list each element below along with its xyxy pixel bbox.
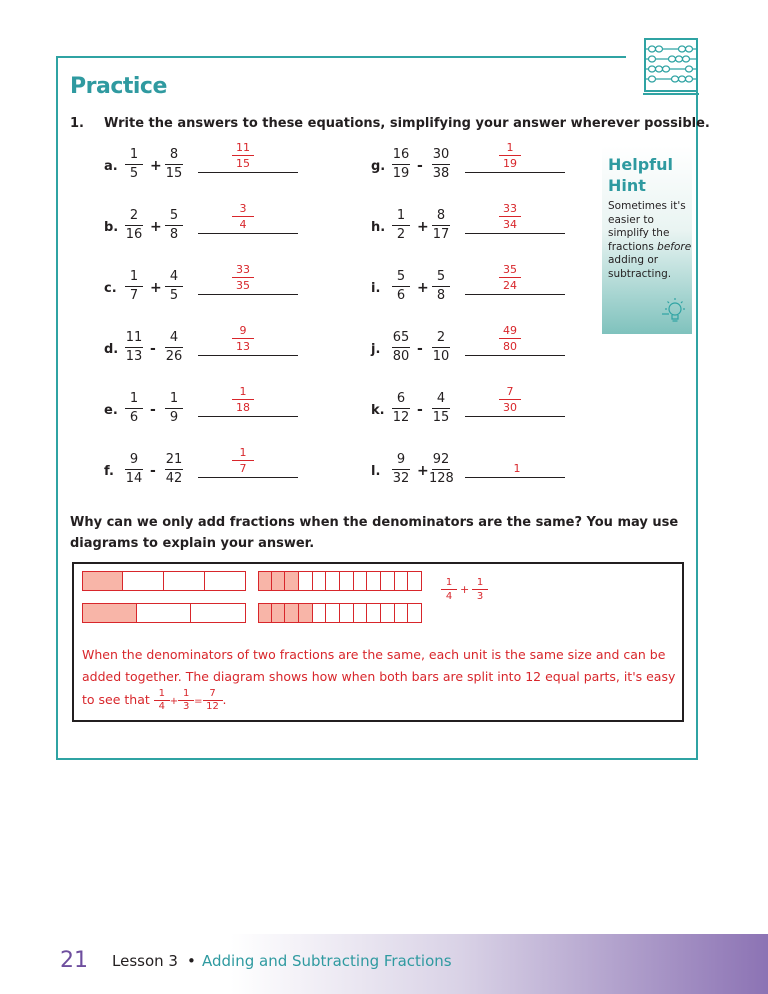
- answer-whole: 1: [513, 462, 521, 475]
- fraction-a: [122, 329, 146, 366]
- answer-line[interactable]: [465, 233, 565, 234]
- answer-line[interactable]: [198, 416, 298, 417]
- answer-fraction: [228, 201, 258, 232]
- answer-denominator: 30: [503, 401, 517, 414]
- denominator: 3: [178, 700, 194, 713]
- helpful-hint-box: [602, 146, 692, 334]
- equation-row: [371, 324, 571, 373]
- denominator: 8: [436, 288, 446, 303]
- answer-fraction: [495, 323, 525, 354]
- twelfth-segment: [367, 571, 381, 591]
- numerator: 8: [169, 147, 179, 162]
- answer-line[interactable]: [198, 233, 298, 234]
- quarter-segment: [82, 571, 123, 591]
- denominator: 12: [203, 700, 223, 713]
- fraction-a: [122, 207, 146, 244]
- numerator: 92: [432, 452, 450, 467]
- fraction-a: [122, 268, 146, 305]
- denominator: 15: [432, 410, 450, 425]
- answer-line[interactable]: [198, 477, 298, 478]
- twelfth-segment: [381, 603, 395, 623]
- twelfth-segment: [381, 571, 395, 591]
- quarters-bar: [82, 571, 246, 591]
- fraction-b: [162, 146, 186, 183]
- third-segment: [137, 603, 192, 623]
- answer-line[interactable]: [465, 355, 565, 356]
- operator: -: [150, 402, 156, 418]
- equation-label: l.: [371, 464, 381, 479]
- answer-numerator: 33: [503, 202, 517, 215]
- explain-fraction-2: [178, 688, 194, 713]
- twelfth-segment: [313, 571, 327, 591]
- answer-numerator: 1: [239, 385, 247, 398]
- equation-row: [104, 263, 304, 312]
- twelfth-segment: [313, 603, 327, 623]
- denominator: 42: [165, 471, 183, 486]
- denominator: 4: [154, 700, 170, 713]
- denominator: 10: [432, 349, 450, 364]
- question-number: 1.: [70, 116, 84, 131]
- twelfth-segment: [285, 603, 299, 623]
- operator: -: [150, 463, 156, 479]
- numerator: 16: [392, 147, 410, 162]
- answer-fraction: [228, 262, 258, 293]
- twelfth-segment: [326, 571, 340, 591]
- numerator: 11: [125, 330, 143, 345]
- fraction-b: [162, 207, 186, 244]
- operator: +: [150, 158, 162, 174]
- twelfths-bar-top: [258, 571, 422, 591]
- answer-fraction: [228, 384, 258, 415]
- answer-fraction: [228, 140, 258, 171]
- thirds-bar: [82, 603, 246, 623]
- explain-fraction-1: [154, 688, 170, 713]
- page-title: Practice: [70, 74, 167, 99]
- equation-label: j.: [371, 342, 381, 357]
- answer-denominator: 15: [236, 157, 250, 170]
- numerator: 2: [129, 208, 139, 223]
- numerator: 5: [396, 269, 406, 284]
- diagram-fraction-quarter: [441, 576, 457, 603]
- twelfth-segment: [258, 603, 272, 623]
- denominator: 6: [396, 288, 406, 303]
- answer-line[interactable]: [465, 416, 565, 417]
- twelfth-segment: [340, 571, 354, 591]
- answer-numerator: 7: [506, 385, 514, 398]
- equation-label: f.: [104, 464, 114, 479]
- answer-denominator: 19: [503, 157, 517, 170]
- fraction-b: [429, 329, 453, 366]
- answer-numerator: 49: [503, 324, 517, 337]
- explain-period: .: [222, 692, 227, 707]
- third-segment: [82, 603, 137, 623]
- fraction-a: [122, 451, 146, 488]
- answer-numerator: 33: [236, 263, 250, 276]
- numerator: 1: [169, 391, 179, 406]
- numerator: 7: [209, 688, 216, 699]
- operator: +: [150, 219, 162, 235]
- equation-row: [104, 446, 304, 495]
- answer-numerator: 11: [236, 141, 250, 154]
- twelfth-segment: [395, 571, 409, 591]
- equation-row: [104, 202, 304, 251]
- twelfth-segment: [408, 571, 422, 591]
- answer-denominator: 34: [503, 218, 517, 231]
- answer-denominator: 35: [236, 279, 250, 292]
- answer-line[interactable]: [198, 355, 298, 356]
- denominator: 2: [396, 227, 406, 242]
- answer-line[interactable]: [465, 477, 565, 478]
- operator: -: [417, 341, 423, 357]
- explanation-text: [82, 644, 678, 713]
- answer-fraction: [495, 384, 525, 415]
- fraction-a: [389, 390, 413, 427]
- equation-label: b.: [104, 220, 119, 235]
- equation-label: d.: [104, 342, 119, 357]
- answer-numerator: 9: [239, 324, 247, 337]
- twelfth-segment: [340, 603, 354, 623]
- quarter-segment: [205, 571, 246, 591]
- equation-row: [371, 451, 571, 495]
- fraction-a: [389, 207, 413, 244]
- denominator: 32: [392, 471, 410, 486]
- equation-label: k.: [371, 403, 385, 418]
- hint-title-line2: Hint: [608, 176, 646, 195]
- equation-label: g.: [371, 159, 386, 174]
- fraction-b: [429, 268, 453, 305]
- twelfth-segment: [354, 603, 368, 623]
- lightbulb-icon: [662, 296, 688, 326]
- explain-plus: +: [169, 696, 179, 707]
- fraction-a: [389, 451, 413, 488]
- numerator: 8: [436, 208, 446, 223]
- operator: -: [417, 402, 423, 418]
- fraction-a: [389, 329, 413, 366]
- question-text: Write the answers to these equations, simplifying your answer wherever possible.: [104, 116, 710, 131]
- numerator: 1: [445, 577, 453, 588]
- twelfth-segment: [354, 571, 368, 591]
- fraction-a: [389, 268, 413, 305]
- numerator: 1: [129, 269, 139, 284]
- answer-line[interactable]: [198, 172, 298, 173]
- equation-label: a.: [104, 159, 118, 174]
- answer-fraction: [495, 201, 525, 232]
- numerator: 2: [436, 330, 446, 345]
- hint-text-part2: adding or subtracting.: [608, 254, 672, 280]
- hint-title-line1: Helpful: [608, 155, 674, 174]
- denominator: 38: [432, 166, 450, 181]
- diagram-plus: +: [460, 583, 470, 596]
- denominator: 9: [169, 410, 179, 425]
- numerator: 1: [396, 208, 406, 223]
- numerator: 1: [129, 391, 139, 406]
- abacus-icon: [642, 36, 700, 98]
- denominator: 12: [392, 410, 410, 425]
- lesson-label: Lesson 3: [112, 952, 178, 970]
- operator: -: [417, 158, 423, 174]
- quarter-segment: [164, 571, 205, 591]
- denominator: 26: [165, 349, 183, 364]
- explain-equals: =: [194, 696, 203, 707]
- answer-numerator: 35: [503, 263, 517, 276]
- answer-denominator: 7: [239, 462, 247, 475]
- operator: +: [417, 280, 429, 296]
- operator: +: [417, 463, 429, 479]
- diagram-fraction-third: [472, 576, 488, 603]
- operator: -: [150, 341, 156, 357]
- twelfth-segment: [326, 603, 340, 623]
- operator: +: [150, 280, 162, 296]
- denominator: 7: [129, 288, 139, 303]
- fraction-a: [122, 390, 146, 427]
- denominator: 128: [429, 471, 454, 486]
- twelfths-bar-bottom: [258, 603, 422, 623]
- answer-numerator: 1: [506, 141, 514, 154]
- answer-line[interactable]: [465, 294, 565, 295]
- answer-denominator: 24: [503, 279, 517, 292]
- numerator: 4: [169, 330, 179, 345]
- numerator: 9: [396, 452, 406, 467]
- denominator: 4: [445, 591, 453, 602]
- answer-denominator: 4: [239, 218, 247, 231]
- denominator: 8: [169, 227, 179, 242]
- third-segment: [191, 603, 246, 623]
- equation-label: e.: [104, 403, 118, 418]
- numerator: 4: [436, 391, 446, 406]
- equation-row: [371, 141, 571, 190]
- denominator: 3: [476, 591, 484, 602]
- equation-row: [371, 202, 571, 251]
- explain-fraction-3: [203, 688, 223, 713]
- equation-label: c.: [104, 281, 117, 296]
- twelfth-segment: [285, 571, 299, 591]
- lesson-title: Adding and Subtracting Fractions: [202, 952, 452, 970]
- equation-row: [371, 385, 571, 434]
- answer-numerator: 3: [239, 202, 247, 215]
- denominator: 5: [169, 288, 179, 303]
- answer-fraction: [228, 445, 258, 476]
- fraction-b: [429, 390, 453, 427]
- numerator: 65: [392, 330, 410, 345]
- numerator: 4: [169, 269, 179, 284]
- hint-text-part1: Sometimes it's easier to simplify the fractions: [608, 200, 686, 253]
- hint-text-emphasis: before: [657, 240, 692, 253]
- fraction-a: [122, 146, 146, 183]
- fraction-b: [429, 207, 453, 244]
- denominator: 17: [432, 227, 450, 242]
- twelfth-segment: [367, 603, 381, 623]
- twelfth-segment: [272, 603, 286, 623]
- numerator: 9: [129, 452, 139, 467]
- explanation-body: When the denominators of two fractions are the same, each unit is the same size and can be added together. The diagram shows how when both bars are split into 12 equal parts, it's easy to see that: [82, 647, 676, 707]
- page-number: 21: [60, 948, 88, 973]
- numerator: 1: [158, 688, 165, 699]
- twelfth-segment: [408, 603, 422, 623]
- twelfth-segment: [395, 603, 409, 623]
- equation-row: [104, 141, 304, 190]
- answer: [502, 461, 532, 476]
- denominator: 13: [125, 349, 143, 364]
- answer-fraction: [228, 323, 258, 354]
- fraction-b: [429, 146, 453, 183]
- numerator: 1: [476, 577, 484, 588]
- denominator: 19: [392, 166, 410, 181]
- fraction-b: [162, 329, 186, 366]
- numerator: 30: [432, 147, 450, 162]
- answer-denominator: 18: [236, 401, 250, 414]
- numerator: 6: [396, 391, 406, 406]
- numerator: 5: [436, 269, 446, 284]
- hint-text: [608, 200, 692, 281]
- denominator: 5: [129, 166, 139, 181]
- numerator: 1: [182, 688, 190, 699]
- answer-denominator: 80: [503, 340, 517, 353]
- fraction-a: [389, 146, 413, 183]
- footer-bullet: •: [187, 952, 196, 970]
- twelfth-segment: [299, 571, 313, 591]
- denominator: 6: [129, 410, 139, 425]
- twelfth-segment: [258, 571, 272, 591]
- answer-line[interactable]: [198, 294, 298, 295]
- fraction-b: [162, 268, 186, 305]
- answer-line[interactable]: [465, 172, 565, 173]
- fraction-b: [162, 390, 186, 427]
- fraction-b: [162, 451, 186, 488]
- answer-denominator: 13: [236, 340, 250, 353]
- denominator: 80: [392, 349, 410, 364]
- twelfth-segment: [299, 603, 313, 623]
- numerator: 1: [129, 147, 139, 162]
- equation-label: i.: [371, 281, 381, 296]
- answer-fraction: [495, 262, 525, 293]
- twelfth-segment: [272, 571, 286, 591]
- numerator: 5: [169, 208, 179, 223]
- answer-box: [72, 562, 684, 722]
- denominator: 16: [125, 227, 143, 242]
- answer-fraction: [495, 140, 525, 171]
- operator: +: [417, 219, 429, 235]
- equation-row: [104, 385, 304, 434]
- denominator: 15: [165, 166, 183, 181]
- quarter-segment: [123, 571, 164, 591]
- equation-row: [371, 263, 571, 312]
- denominator: 14: [125, 471, 143, 486]
- equation-label: h.: [371, 220, 386, 235]
- why-question: Why can we only add fractions when the denominators are the same? You may use diagrams to explain your answer.: [70, 515, 679, 551]
- equation-row: [104, 324, 304, 373]
- hint-title: [608, 154, 673, 196]
- numerator: 21: [165, 452, 183, 467]
- answer-numerator: 1: [239, 446, 247, 459]
- fraction-b: [429, 451, 453, 488]
